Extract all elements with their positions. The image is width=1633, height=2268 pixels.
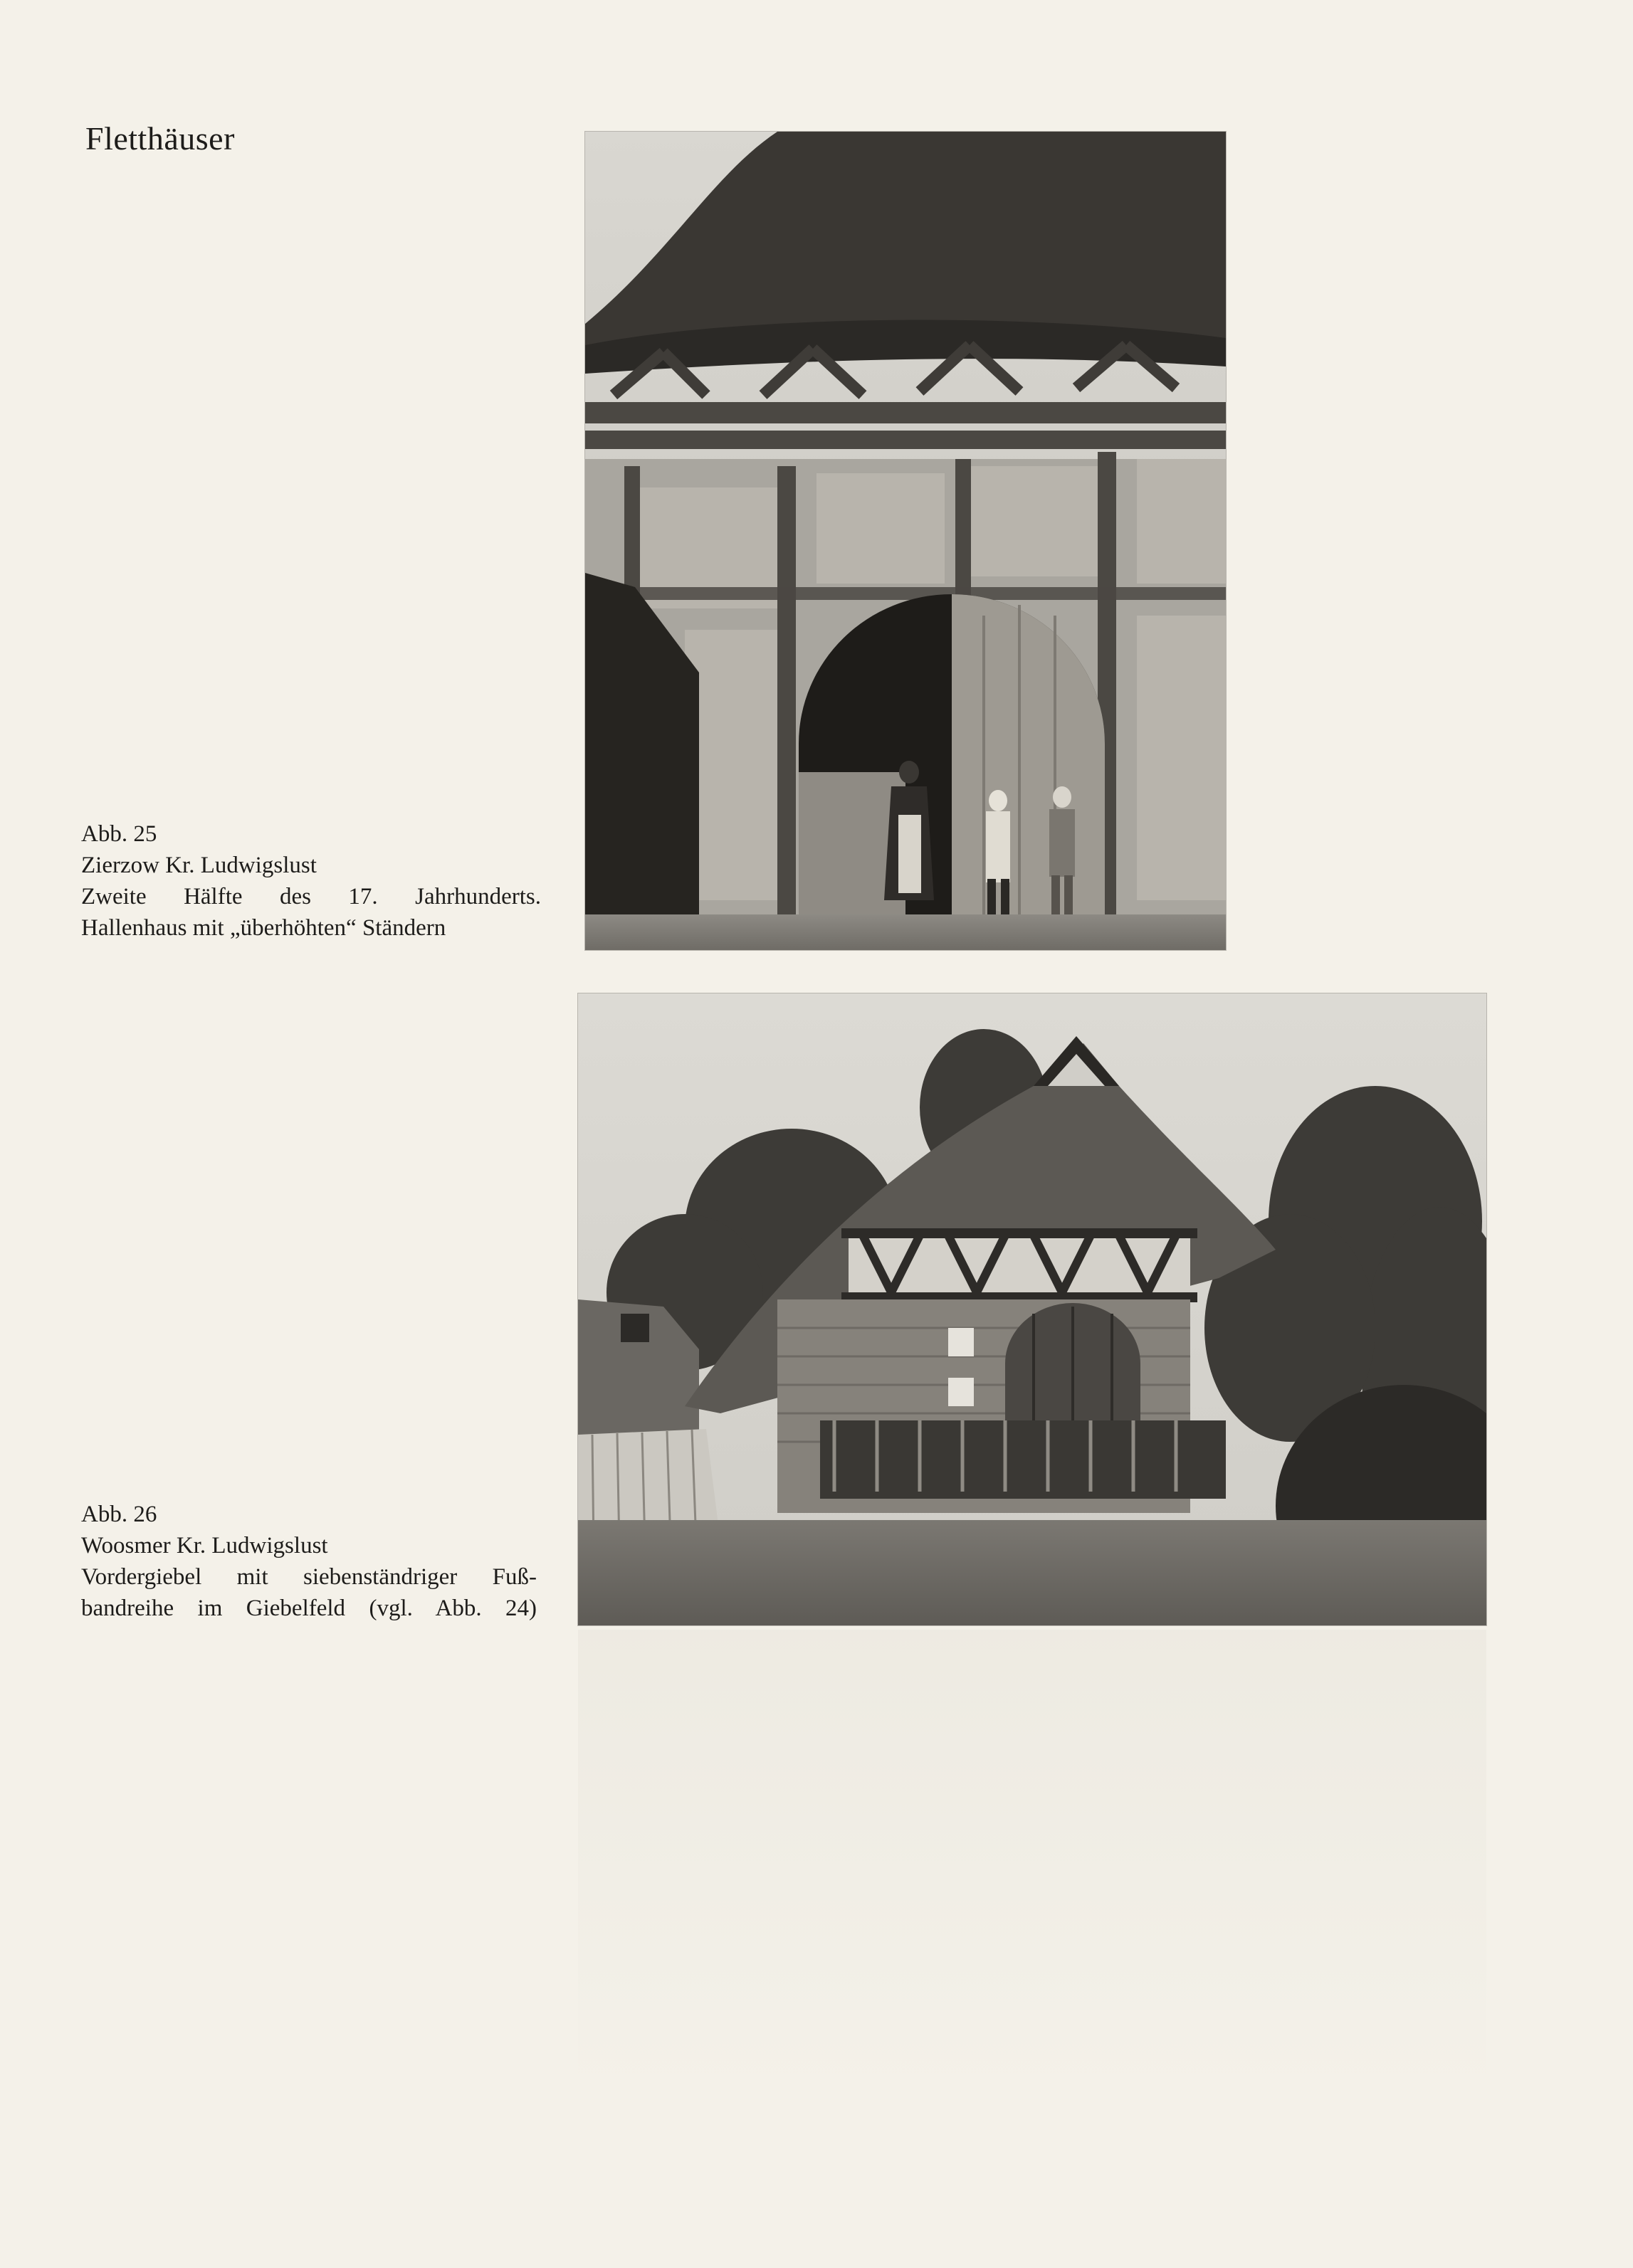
figure-26-label: Abb. 26 <box>81 1502 157 1527</box>
figure-25-photo <box>585 132 1226 950</box>
running-head: Fletthäuser <box>85 120 235 157</box>
figure-26-caption <box>81 1499 537 1624</box>
figure-26-photo <box>578 993 1486 1625</box>
barn-gate-photo <box>585 132 1226 950</box>
figure-25-line-3: Hallenhaus mit „überhöhten“ Ständern <box>81 915 446 941</box>
figure-25-caption <box>81 818 541 944</box>
figure-26-line-1: Woosmer Kr. Ludwigslust <box>81 1533 328 1558</box>
paper-shade <box>578 1630 1486 2092</box>
thatched-house-photo <box>578 993 1486 1625</box>
figure-25-label: Abb. 25 <box>81 821 157 847</box>
figure-25-line-1: Zierzow Kr. Ludwigslust <box>81 853 317 878</box>
figure-25-line-2: Zweite Hälfte des 17. Jahrhunderts. <box>81 884 541 909</box>
figure-26-line-3: bandreihe im Giebelfeld (vgl. Abb. 24) <box>81 1595 537 1621</box>
figure-26-line-2: Vordergiebel mit siebenständriger Fuß- <box>81 1564 537 1590</box>
